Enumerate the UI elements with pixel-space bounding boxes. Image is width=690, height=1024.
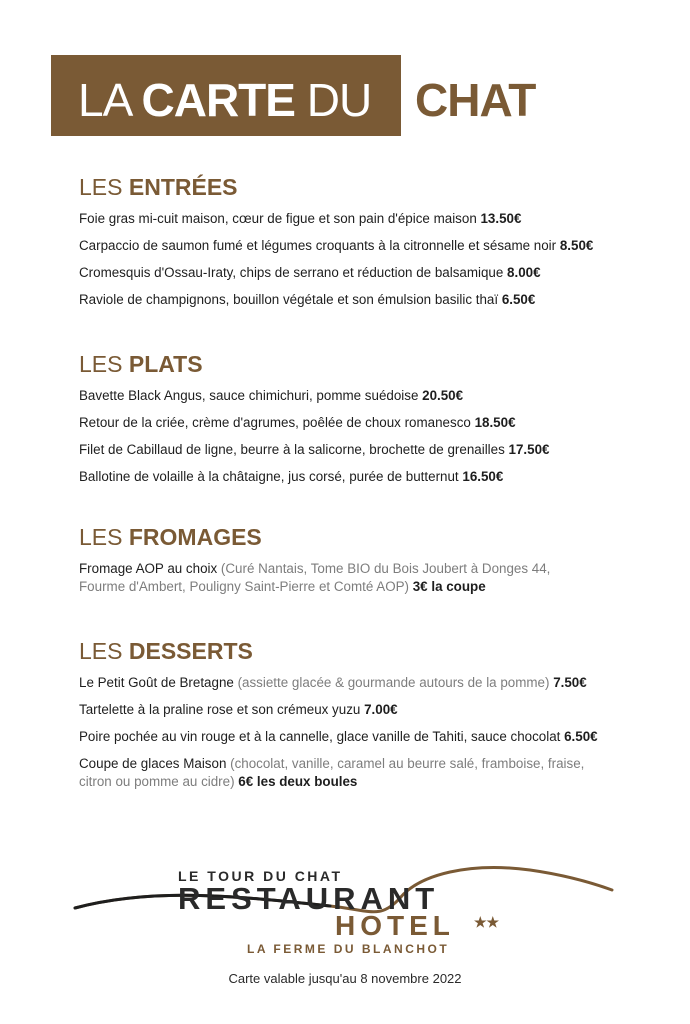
item-name: Filet de Cabillaud de ligne, beurre à la salicorne, brochette de grenailles: [79, 442, 509, 457]
item-name: Coupe de glaces Maison: [79, 756, 231, 771]
item-price: 8.00€: [507, 265, 541, 280]
menu-item: [79, 701, 599, 719]
item-price: 8.50€: [559, 238, 594, 253]
item-name: Fromage AOP au choix: [79, 561, 221, 576]
restaurant-logo: [0, 850, 690, 980]
item-price: 6.50€: [501, 292, 536, 307]
menu-item: [79, 755, 599, 791]
title-chat: CHAT: [415, 74, 536, 126]
section-fromages: [79, 523, 599, 605]
logo-line-ferme: LA FERME DU BLANCHOT: [247, 942, 450, 956]
section-title-name: DESSERTS: [128, 638, 253, 664]
section-title-prefix: LES: [79, 638, 129, 664]
item-name: Carpaccio de saumon fumé et légumes croquants à la citronnelle et sésame noir: [79, 238, 560, 253]
section-title-prefix: LES: [79, 174, 129, 200]
item-price: 16.50€: [462, 469, 504, 484]
section-title: [79, 523, 599, 551]
menu-item: [79, 237, 593, 255]
item-name: Le Petit Goût de Bretagne: [79, 675, 238, 690]
item-price: 18.50€: [474, 415, 516, 430]
menu-item: [79, 210, 593, 228]
item-price: 6€ les deux boules: [238, 774, 358, 789]
item-description: (Curé Nantais, Tome BIO du Bois Joubert à Donges 44, Fourme d'Ambert, Pouligny Saint-Pierre et Comté AOP): [79, 561, 551, 594]
item-description: (assiette glacée & gourmande autours de la pomme): [237, 675, 554, 690]
menu-item: [79, 560, 599, 596]
menu-item: [79, 387, 549, 405]
section-title-name: PLATS: [128, 351, 203, 377]
section-entrees: [79, 173, 593, 318]
item-price: 17.50€: [508, 442, 550, 457]
item-name: Ballotine de volaille à la châtaigne, jus corsé, purée de butternut: [79, 469, 463, 484]
item-name: Bavette Black Angus, sauce chimichuri, pomme suédoise: [79, 388, 423, 403]
section-title-prefix: LES: [79, 524, 129, 550]
item-name: Retour de la criée, crème d'agrumes, poêlée de choux romanesco: [79, 415, 475, 430]
title-carte: CARTE: [141, 74, 295, 126]
section-plats: [79, 350, 549, 495]
menu-item: [79, 674, 599, 692]
title-du: DU: [294, 74, 372, 126]
item-description: (chocolat, vanille, caramel au beurre salé, framboise, fraise, citron ou pomme au cidre): [79, 756, 585, 789]
section-title: [79, 637, 599, 665]
item-price: 20.50€: [422, 388, 464, 403]
item-name: Raviole de champignons, bouillon végétale et son émulsion basilic thaï: [79, 292, 502, 307]
logo-line-tour: LE TOUR DU CHAT: [178, 868, 343, 884]
menu-item: [79, 264, 593, 282]
validity-note: Carte valable jusqu'au 8 novembre 2022: [228, 971, 462, 986]
menu-title: [78, 72, 371, 128]
menu-item: [79, 468, 549, 486]
item-price: 3€ la coupe: [412, 579, 486, 594]
logo-line-restaurant: RESTAURANT: [178, 881, 440, 916]
item-name: Poire pochée au vin rouge et à la cannelle, glace vanille de Tahiti, sauce chocolat: [79, 729, 565, 744]
section-title: [79, 350, 549, 378]
item-price: 7.50€: [553, 675, 587, 690]
item-name: Cromesquis d'Ossau-Iraty, chips de serrano et réduction de balsamique: [79, 265, 508, 280]
item-price: 13.50€: [480, 211, 522, 226]
star-icon: ★★: [474, 914, 500, 930]
item-name: Tartelette à la praline rose et son crémeux yuzu: [79, 702, 365, 717]
item-price: 7.00€: [364, 702, 398, 717]
item-price: 6.50€: [564, 729, 598, 744]
menu-item: [79, 728, 599, 746]
menu-item: [79, 291, 593, 309]
logo-line-hotel: HOTEL: [335, 910, 455, 941]
section-title-name: FROMAGES: [128, 524, 262, 550]
section-title-prefix: LES: [79, 351, 129, 377]
item-name: Foie gras mi-cuit maison, cœur de figue et son pain d'épice maison: [79, 211, 481, 226]
menu-item: [79, 441, 549, 459]
section-title-name: ENTRÉES: [128, 174, 238, 200]
section-desserts: [79, 637, 599, 800]
title-la: LA: [78, 74, 142, 126]
menu-item: [79, 414, 549, 432]
section-title: [79, 173, 593, 201]
